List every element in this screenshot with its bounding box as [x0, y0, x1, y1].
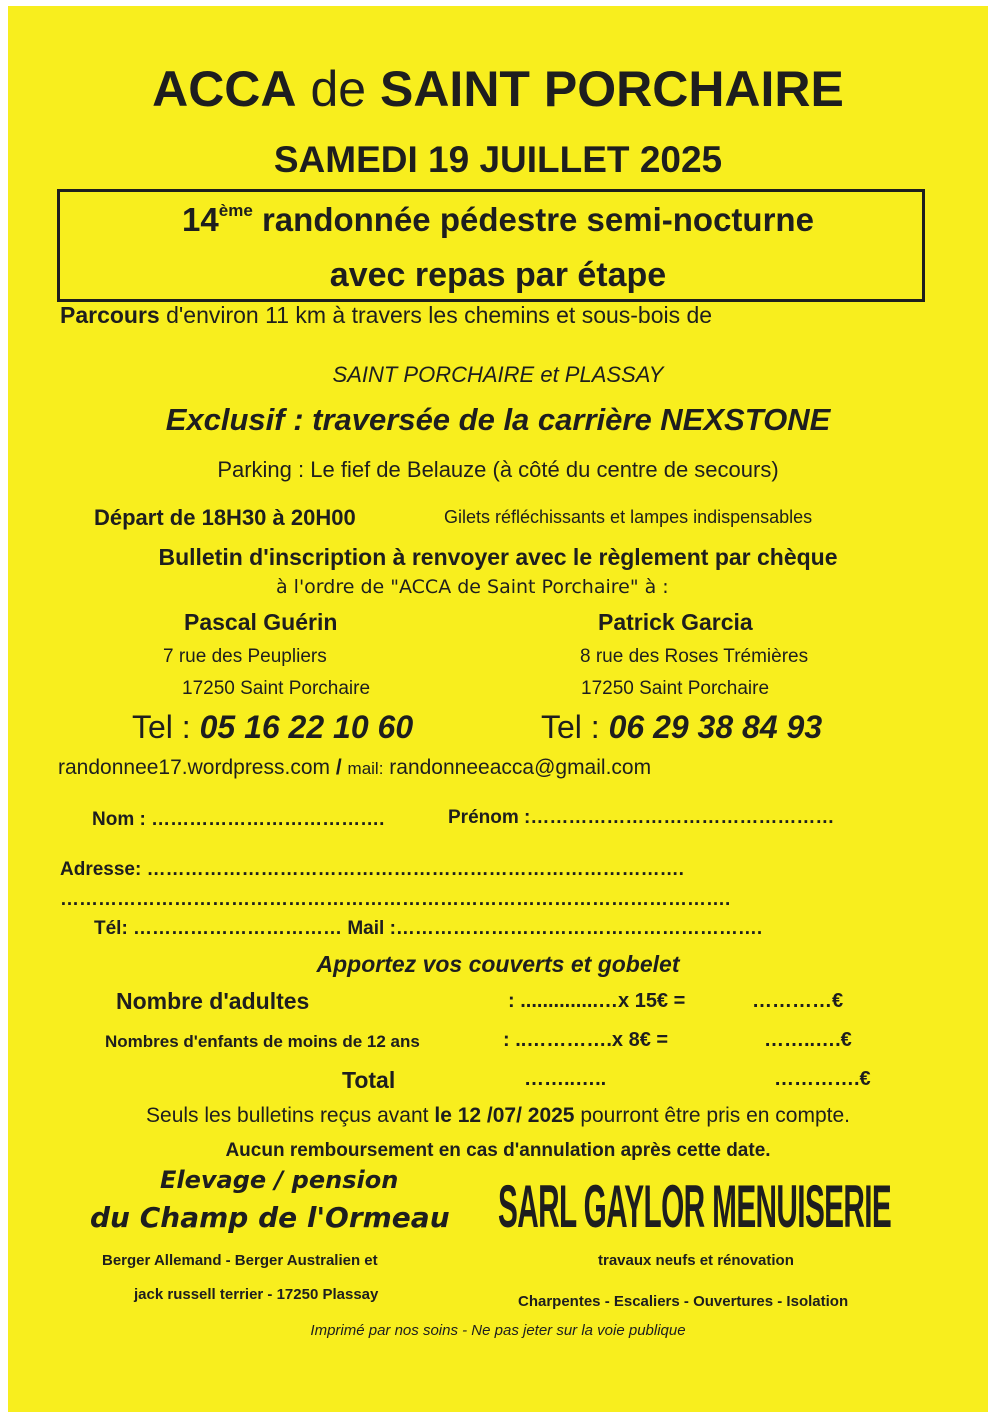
event-title-text: randonnée pédestre semi-nocturne	[261, 201, 814, 238]
exclusive-line: Exclusif : traversée de la carrière NEXSTONE	[165, 402, 831, 437]
route-label: Parcours	[60, 302, 160, 328]
event-number: 14	[182, 201, 219, 238]
org-acca: ACCA	[152, 61, 297, 117]
contact2-tel-number: 06 29 38 84 93	[608, 709, 823, 745]
adults-label: Nombre d'adultes	[116, 988, 310, 1014]
contact1-tel-number: 05 16 22 10 60	[199, 709, 414, 745]
bulletin-line2: à l'ordre de "ACCA de Saint Porchaire" à :	[276, 576, 669, 598]
adults-total: …………€	[752, 990, 844, 1012]
adults-calc: : ..............…x 15€ =	[508, 990, 686, 1012]
event-title-line2: avec repas par étape	[329, 256, 667, 294]
deadline-before: Seuls les bulletins reçus avant	[146, 1104, 429, 1127]
parking-line	[8, 459, 988, 481]
form-adresse: Adresse: ………………………………………………………………………….	[60, 859, 684, 880]
contact1-name: Pascal Guérin	[184, 609, 338, 635]
form-tel-mail: Tél: …………………………… Mail :………………………………………………….	[94, 918, 763, 939]
contact2-city: 17250 Saint Porchaire	[581, 678, 770, 699]
parking-text: Le fief de Belauze (à côté du centre de secours)	[310, 457, 779, 482]
contact1-tel	[132, 711, 413, 743]
sponsor2-logo: SARL GAYLOR MENUISERIE	[498, 1174, 892, 1241]
contact1-tel-label: Tel :	[132, 709, 191, 745]
form-nom: Nom : ……………………………….	[92, 809, 385, 830]
contact2-tel	[541, 711, 822, 743]
sponsor1-desc2: jack russell terrier - 17250 Plassay	[134, 1286, 379, 1303]
contact1-city: 17250 Saint Porchaire	[182, 678, 371, 699]
sponsor1-desc1: Berger Allemand - Berger Australien et	[102, 1252, 378, 1269]
total-value: ………….€	[774, 1068, 871, 1090]
sponsor1-line1: Elevage / pension	[160, 1166, 399, 1194]
flyer-page	[8, 6, 988, 1412]
event-title-line1	[8, 202, 988, 236]
contact1-street: 7 rue des Peupliers	[163, 646, 327, 667]
sponsor2-desc1: travaux neufs et rénovation	[598, 1252, 794, 1269]
deadline-after: pourront être pris en compte.	[580, 1104, 850, 1127]
departure-time: Départ de 18H30 à 20H00	[94, 505, 356, 530]
deadline-date: le 12 /07/ 2025	[434, 1104, 575, 1127]
total-label: Total	[342, 1067, 396, 1093]
bring-utensils: Apportez vos couverts et gobelet	[316, 951, 680, 977]
org-de: de	[310, 61, 367, 117]
children-calc: : ..………….x 8€ =	[503, 1029, 669, 1051]
website-link: randonnee17.wordpress.com	[58, 756, 330, 779]
contact2-street: 8 rue des Roses Trémières	[580, 646, 809, 667]
form-prenom: Prénom :…………………………………………	[448, 807, 835, 828]
total-qty: ……..…..	[524, 1068, 607, 1090]
event-date: SAMEDI 19 JUILLET 2025	[273, 139, 723, 180]
route-places: SAINT PORCHAIRE et PLASSAY	[332, 362, 664, 387]
footer-note: Imprimé par nos soins - Ne pas jeter sur la voie publique	[310, 1322, 686, 1339]
contact2-name: Patrick Garcia	[598, 609, 753, 635]
departure-note: Gilets réfléchissants et lampes indispensables	[444, 507, 813, 527]
form-adresse-line2: …………………………………………………………………………………………….	[60, 889, 731, 910]
sponsor2-desc2: Charpentes - Escaliers - Ouvertures - Isolation	[518, 1293, 849, 1310]
email-address: randonneeacca@gmail.com	[389, 756, 652, 779]
refund-notice: Aucun remboursement en cas d'annulation après cette date.	[225, 1140, 771, 1161]
bulletin-line1: Bulletin d'inscription à renvoyer avec le règlement par chèque	[158, 544, 838, 570]
org-saint-porchaire: SAINT PORCHAIRE	[379, 61, 844, 117]
children-total: ……..….€	[764, 1029, 852, 1051]
route-text: d'environ 11 km à travers les chemins et sous-bois de	[166, 302, 713, 328]
event-number-sup: ème	[218, 201, 253, 220]
web-separator: /	[335, 756, 342, 779]
organization-title	[8, 61, 988, 117]
sponsor1-line2: du Champ de l'Ormeau	[90, 1201, 450, 1234]
mail-label: mail:	[347, 759, 384, 778]
contact2-tel-label: Tel :	[541, 709, 600, 745]
route-line	[60, 304, 712, 327]
web-line	[58, 757, 651, 778]
children-label: Nombres d'enfants de moins de 12 ans	[105, 1032, 420, 1051]
deadline-line	[8, 1105, 988, 1126]
parking-label: Parking :	[217, 457, 305, 482]
